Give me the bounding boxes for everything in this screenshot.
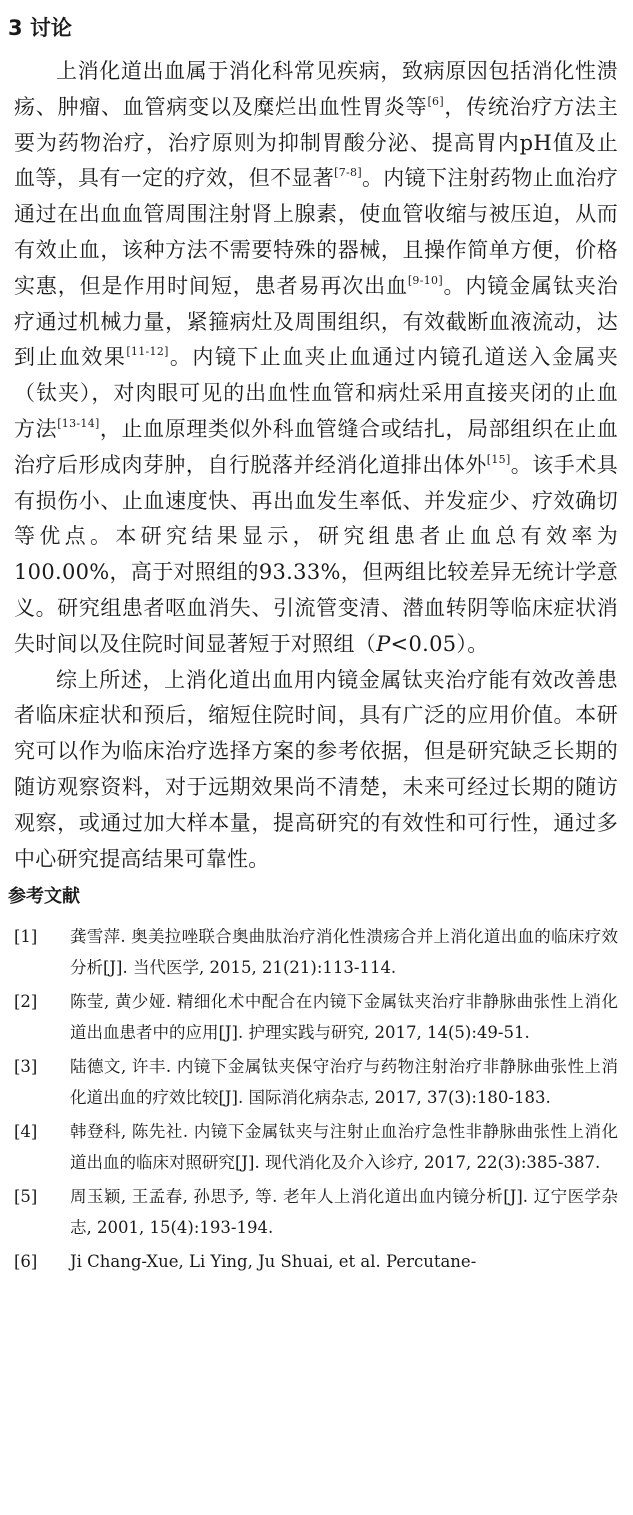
reference-item [14, 922, 618, 983]
text-segment: <0.05）。 [390, 631, 489, 656]
citation-marker: [6] [427, 94, 444, 108]
reference-text: 韩登科, 陈先社. 内镜下金属钛夹与注射止血治疗急性非静脉曲张性上消化道出血的临床对照研究[J]. 现代消化及介入诊疗, 2017, 22(3):385-387. [70, 1122, 618, 1172]
text-segment: 。内镜下止血夹止血通过内镜孔道送入金属夹（钛夹），对肉眼可见的出血性血管和病灶采用直接夹闭的止血方法 [14, 345, 619, 441]
reference-text: 龚雪萍. 奥美拉唑联合奥曲肽治疗消化性溃疡合并上消化道出血的临床疗效分析[J]. 当代医学, 2015, 21(21):113-114. [70, 927, 618, 977]
italic-symbol: P [376, 631, 391, 656]
reference-number: [6] [14, 1252, 38, 1271]
reference-text: 陆德文, 许丰. 内镜下金属钛夹保守治疗与药物注射治疗非静脉曲张性上消化道出血的疗效比较[J]. 国际消化病杂志, 2017, 37(3):180-183. [70, 1057, 618, 1107]
reference-item [14, 1182, 618, 1243]
body-paragraph [14, 54, 618, 663]
reference-number: [5] [14, 1187, 38, 1206]
references-heading: 参考文献 [8, 886, 80, 907]
reference-number: [2] [14, 992, 38, 1011]
reference-item [14, 1247, 618, 1278]
reference-item [14, 1117, 618, 1178]
text-segment: 。内镜下注射药物止血治疗通过在出血血管周围注射肾上腺素，使血管收缩与被压迫，从而有效止血，该种方法不需要特殊的器械，且操作简单方便，价格实惠，但是作用时间短，患者易再次出血 [14, 166, 618, 298]
text-segment: 。内镜金属钛夹治疗通过机械力量，紧箍病灶及周围组织，有效截断血液流动，达到止血效果 [14, 273, 618, 370]
text-segment: ，止血原理类似外科血管缝合或结扎，局部组织在止血治疗后形成肉芽肿，自行脱落并经消化道排出体外 [14, 416, 618, 477]
discussion-body [14, 54, 618, 877]
reference-text: Ji Chang-Xue, Li Ying, Ju Shuai, et al. Percutane- [70, 1252, 477, 1271]
citation-marker: [13-14] [57, 416, 100, 430]
citation-marker: [15] [486, 452, 511, 466]
citation-marker: [9-10] [407, 273, 443, 287]
citation-marker: [7-8] [334, 166, 362, 180]
reference-number: [3] [14, 1057, 38, 1076]
reference-text: 陈莹, 黄少娅. 精细化术中配合在内镜下金属钛夹治疗非静脉曲张性上消化道出血患者中的应用[J]. 护理实践与研究, 2017, 14(5):49-51. [70, 992, 618, 1042]
text-segment: ，传统治疗方法主要为药物治疗，治疗原则为抑制胃酸分泌、提高胃内pH值及止血等，具有一定的疗效，但不显著 [14, 94, 618, 191]
body-paragraph [14, 663, 618, 878]
section-heading: 3 讨论 [8, 16, 72, 40]
references-list [14, 922, 618, 1282]
reference-number: [1] [14, 927, 38, 946]
text-segment: 。该手术具有损伤小、止血速度快、再出血发生率低、并发症少、疗效确切等优点。本研究结果显示，研究组患者止血总有效率为100.00%，高于对照组的93.33%，但两组比较差异无统计学意义。研究组患者呕血消失、引流管变清、潜血转阴等临床症状消失时间以及住院时间显著短于对照组（ [14, 452, 618, 656]
reference-item [14, 987, 618, 1048]
citation-marker: [11-12] [126, 345, 169, 359]
text-segment: 上消化道出血属于消化科常见疾病，致病原因包括消化性溃疡、肿瘤、血管病变以及糜烂出血性胃炎等 [14, 59, 618, 119]
reference-item [14, 1052, 618, 1113]
reference-text: 周玉颖, 王孟春, 孙思予, 等. 老年人上消化道出血内镜分析[J]. 辽宁医学杂志, 2001, 15(4):193-194. [70, 1187, 618, 1237]
reference-number: [4] [14, 1122, 38, 1141]
text-segment: 综上所述，上消化道出血用内镜金属钛夹治疗能有效改善患者临床症状和预后，缩短住院时间，具有广泛的应用价值。本研究可以作为临床治疗选择方案的参考依据，但是研究缺乏长期的随访观察资料，对于远期效果尚不清楚，未来可经过长期的随访观察，或通过加大样本量，提高研究的有效性和可行性，通过多中心研究提高结果可靠性。 [14, 667, 618, 871]
